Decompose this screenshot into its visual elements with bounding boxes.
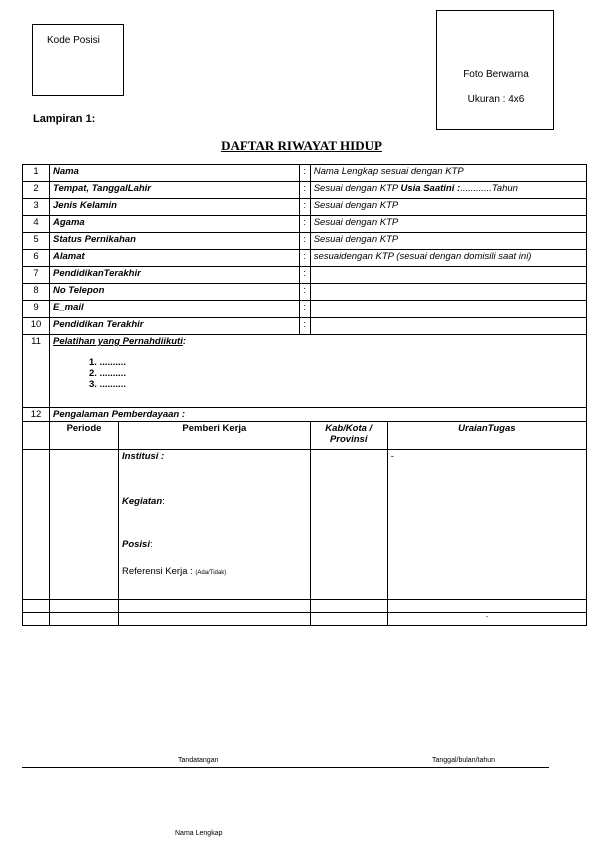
- row-number: 8: [23, 284, 50, 301]
- field-value-cell: [310, 318, 586, 335]
- pengalaman-header-row: [23, 422, 587, 450]
- empty-cell: [387, 600, 586, 613]
- field-value-cell: [310, 182, 586, 199]
- row-number: 5: [23, 233, 50, 250]
- posisi-label: Posisi: [122, 539, 150, 550]
- col-kab-kota: Kab/Kota / Provinsi: [310, 422, 387, 450]
- field-value-cell: [310, 301, 586, 318]
- field-label: Tempat, TanggalLahir: [50, 182, 300, 199]
- row-number: 3: [23, 199, 50, 216]
- row-number: 11: [23, 335, 50, 408]
- empty-cell: [50, 613, 119, 626]
- field-row: [23, 199, 587, 216]
- empty-cell: [23, 450, 50, 600]
- field-value-cell: [310, 250, 586, 267]
- bottom-dash: -: [387, 613, 586, 626]
- pengalaman-entry-row: [23, 450, 587, 600]
- field-value-cell: [310, 199, 586, 216]
- field-value: Sesuai dengan KTP: [313, 234, 399, 245]
- field-value-cell: [310, 267, 586, 284]
- uraian-cell: -: [387, 450, 586, 600]
- field-value-bold: Usia Saatini :: [400, 183, 461, 194]
- field-colon: :: [299, 284, 310, 301]
- pemberi-kerja-cell: [119, 450, 311, 600]
- empty-cell: [23, 600, 50, 613]
- field-colon: :: [299, 267, 310, 284]
- pelatihan-colon: :: [182, 336, 187, 347]
- posisi-colon: :: [150, 539, 153, 550]
- field-label: Agama: [50, 216, 300, 233]
- field-value: Sesuai dengan KTP: [313, 200, 399, 211]
- empty-cell: [119, 613, 311, 626]
- date-label: Tanggal/bulan/tahun: [432, 757, 496, 764]
- field-colon: :: [299, 301, 310, 318]
- field-value: sesuaidengan KTP (sesuai dengan domisili saat ini): [313, 251, 532, 262]
- field-row: [23, 216, 587, 233]
- field-value: Sesuai dengan KTP: [313, 183, 398, 194]
- field-row: [23, 233, 587, 250]
- field-label: Jenis Kelamin: [50, 199, 300, 216]
- field-colon: :: [299, 250, 310, 267]
- field-colon: :: [299, 182, 310, 199]
- field-label: Alamat: [50, 250, 300, 267]
- list-item: 2. ..........: [89, 368, 126, 379]
- field-row: [23, 301, 587, 318]
- full-name-label: Nama Lengkap: [175, 830, 223, 837]
- kab-kota-cell: [310, 450, 387, 600]
- signature-line: [22, 767, 549, 768]
- photo-box: [436, 10, 554, 130]
- field-colon: :: [299, 318, 310, 335]
- pelatihan-list: [89, 357, 583, 390]
- field-row: [23, 165, 587, 182]
- row-number: 7: [23, 267, 50, 284]
- attachment-label: Lampiran 1:: [33, 113, 96, 125]
- field-value: Sesuai dengan KTP: [313, 217, 399, 228]
- field-label: Status Pernikahan: [50, 233, 300, 250]
- row-number: 9: [23, 301, 50, 318]
- row-number: 1: [23, 165, 50, 182]
- field-row: [23, 250, 587, 267]
- pelatihan-row: [23, 335, 587, 408]
- kegiatan-colon: :: [162, 496, 165, 507]
- row-number: 4: [23, 216, 50, 233]
- field-row: [23, 284, 587, 301]
- empty-cell: [23, 613, 50, 626]
- field-colon: :: [299, 165, 310, 182]
- field-value-cell: [310, 284, 586, 301]
- row-number: 6: [23, 250, 50, 267]
- row-number: 10: [23, 318, 50, 335]
- institusi-label: Institusi :: [122, 451, 165, 462]
- field-colon: :: [299, 233, 310, 250]
- kode-posisi-box: [32, 24, 124, 96]
- field-value-cell: [310, 233, 586, 250]
- page-title: DAFTAR RIWAYAT HIDUP: [221, 138, 382, 153]
- list-item: 3. ..........: [89, 379, 126, 390]
- field-label: Pendidikan Terakhir: [50, 318, 300, 335]
- empty-cell: [23, 422, 50, 450]
- empty-cell: [50, 600, 119, 613]
- field-label: No Telepon: [50, 284, 300, 301]
- field-value-cell: [310, 216, 586, 233]
- field-value: Nama Lengkap sesuai dengan KTP: [313, 166, 464, 177]
- field-label: Nama: [50, 165, 300, 182]
- list-item: 1. ..........: [89, 357, 126, 368]
- pengalaman-label: Pengalaman Pemberdayaan :: [50, 408, 587, 422]
- field-colon: :: [299, 199, 310, 216]
- field-row: [23, 318, 587, 335]
- field-row: [23, 182, 587, 199]
- row-number: 2: [23, 182, 50, 199]
- referensi-note: (Ada/Tidak): [195, 570, 227, 576]
- pengalaman-empty-row: [23, 613, 587, 626]
- kode-posisi-label: Kode Posisi: [47, 35, 100, 46]
- col-pemberi-kerja: Pemberi Kerja: [119, 422, 311, 450]
- field-label: PendidikanTerakhir: [50, 267, 300, 284]
- col-periode: Periode: [50, 422, 119, 450]
- col-uraian-tugas: UraianTugas: [387, 422, 586, 450]
- signature-label: Tandatangan: [178, 757, 219, 764]
- periode-cell: [50, 450, 119, 600]
- field-colon: :: [299, 216, 310, 233]
- field-value-cell: [310, 165, 586, 182]
- pengalaman-row: [23, 408, 587, 422]
- field-row: [23, 267, 587, 284]
- cv-table: [22, 164, 587, 626]
- field-label: E_mail: [50, 301, 300, 318]
- pelatihan-cell: [50, 335, 587, 408]
- referensi-label: Referensi Kerja :: [122, 566, 193, 577]
- row-number: 12: [23, 408, 50, 422]
- pengalaman-empty-row: [23, 600, 587, 613]
- empty-cell: [310, 613, 387, 626]
- empty-cell: [119, 600, 311, 613]
- photo-size-label: Ukuran : 4x6: [467, 94, 525, 105]
- pelatihan-label: Pelatihan yang Pernahdiikuti: [53, 336, 183, 347]
- field-value-tail: ............Tahun: [460, 183, 518, 194]
- kegiatan-label: Kegiatan: [122, 496, 163, 507]
- empty-cell: [310, 600, 387, 613]
- photo-label: Foto Berwarna: [463, 69, 529, 80]
